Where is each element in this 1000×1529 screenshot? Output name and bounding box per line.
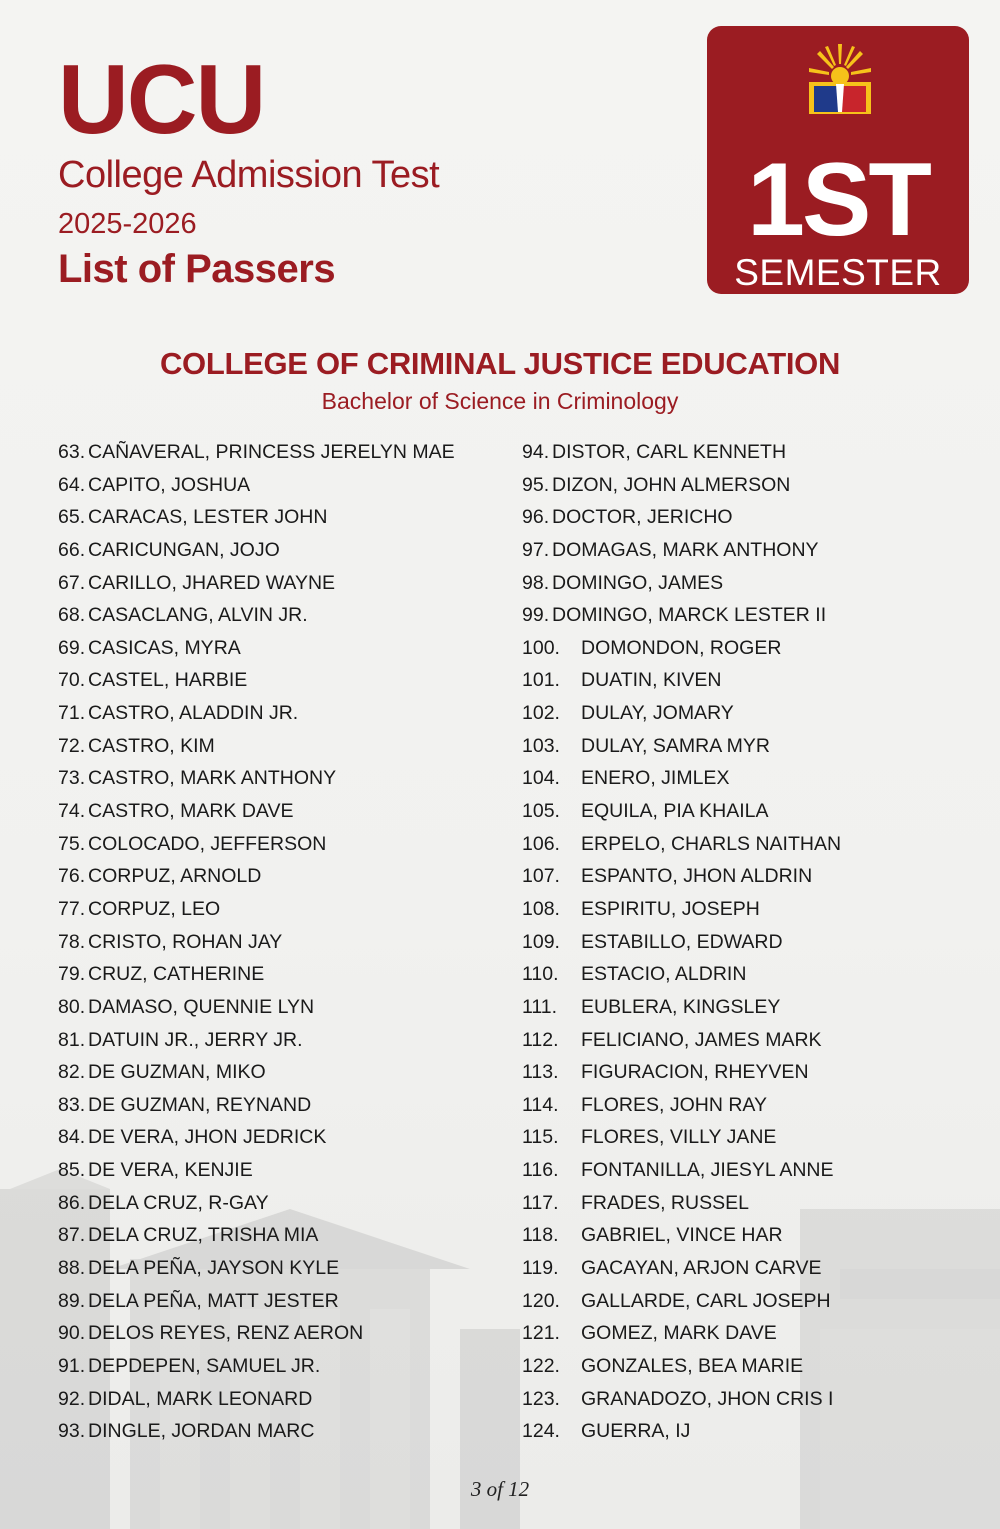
- list-item: [58, 599, 455, 632]
- passer-name: DAMASO, QUENNIE LYN: [88, 995, 315, 1018]
- passer-name: CAÑAVERAL, PRINCESS JERELYN MAE: [88, 441, 455, 463]
- passer-number: 92.: [58, 1387, 86, 1410]
- passer-name: DOCTOR, JERICHO: [552, 506, 733, 529]
- passer-number: 101.: [522, 669, 560, 692]
- passer-name: FIGURACION, RHEYVEN: [581, 1061, 809, 1084]
- semester-label: SEMESTER: [734, 252, 942, 293]
- list-item: [58, 860, 455, 893]
- passer-number: 70.: [58, 669, 86, 692]
- list-item: [522, 926, 841, 959]
- list-item: [58, 958, 455, 991]
- passer-number: 119.: [522, 1257, 559, 1280]
- admission-test-title: College Admission Test: [58, 154, 440, 196]
- passer-number: 65.: [58, 506, 86, 529]
- list-item: [522, 828, 841, 861]
- passer-number: 90.: [58, 1322, 86, 1345]
- passer-number: 78.: [58, 930, 86, 953]
- passer-number: 109.: [522, 930, 560, 953]
- page-number: 3 of 12: [470, 1477, 530, 1501]
- passer-name: ESPANTO, JHON ALDRIN: [581, 865, 813, 888]
- passer-number: 122.: [522, 1354, 560, 1377]
- passer-number: 89.: [58, 1289, 86, 1312]
- passer-number: 84.: [58, 1126, 86, 1149]
- list-item: [522, 697, 841, 730]
- passer-number: 97.: [522, 538, 550, 561]
- passer-name: CARILLO, JHARED WAYNE: [88, 571, 336, 594]
- list-item: [522, 1154, 841, 1187]
- passer-number: 72.: [58, 734, 86, 757]
- list-item: [522, 469, 841, 502]
- passer-name: GONZALES, BEA MARIE: [581, 1354, 804, 1377]
- list-item: [522, 860, 841, 893]
- list-item: [58, 1024, 455, 1057]
- passer-number: 113.: [522, 1061, 559, 1084]
- passers-list-right: [522, 436, 841, 1448]
- passer-number: 117.: [522, 1191, 559, 1214]
- passer-number: 103.: [522, 734, 560, 757]
- semester-number: 1ST: [747, 142, 929, 258]
- passer-name: DOMONDON, ROGER: [581, 636, 782, 659]
- list-item: [58, 1252, 455, 1285]
- passer-number: 82.: [58, 1061, 86, 1084]
- header: [58, 44, 440, 291]
- passer-name: FRADES, RUSSEL: [581, 1191, 749, 1214]
- passer-name: DE VERA, JHON JEDRICK: [88, 1126, 327, 1149]
- passer-name: CORPUZ, LEO: [88, 897, 221, 920]
- list-item: [522, 991, 841, 1024]
- passer-name: CASTRO, KIM: [88, 734, 215, 757]
- passer-number: 115.: [522, 1126, 559, 1149]
- list-item: [58, 697, 455, 730]
- passer-number: 87.: [58, 1224, 86, 1247]
- passer-number: 85.: [58, 1159, 86, 1182]
- list-item: [522, 893, 841, 926]
- passer-name: CASICAS, MYRA: [88, 636, 241, 659]
- passer-name: DULAY, SAMRA MYR: [581, 734, 770, 757]
- passer-name: GALLARDE, CARL JOSEPH: [581, 1289, 831, 1312]
- list-item: [522, 795, 841, 828]
- passer-name: CASTRO, ALADDIN JR.: [88, 702, 299, 725]
- semester-badge: [707, 26, 969, 294]
- list-item: [58, 1383, 455, 1416]
- passer-name: CASACLANG, ALVIN JR.: [88, 604, 308, 627]
- list-item: [58, 1154, 455, 1187]
- passer-name: DUATIN, KIVEN: [581, 669, 722, 692]
- passer-number: 120.: [522, 1289, 560, 1312]
- passer-name: CARICUNGAN, JOJO: [88, 538, 280, 561]
- list-item: [58, 469, 455, 502]
- passer-number: 111.: [522, 995, 558, 1018]
- passer-name: DIZON, JOHN ALMERSON: [552, 473, 791, 496]
- passer-number: 124.: [522, 1420, 560, 1443]
- list-item: [58, 730, 455, 763]
- passer-name: DELA PEÑA, MATT JESTER: [88, 1289, 339, 1312]
- passer-number: 71.: [58, 702, 86, 725]
- passers-list-left: [58, 436, 455, 1448]
- passer-number: 79.: [58, 963, 86, 986]
- passer-name: CARACAS, LESTER JOHN: [88, 506, 328, 529]
- list-item: [522, 1383, 841, 1416]
- passer-number: 86.: [58, 1191, 86, 1214]
- list-item: [58, 632, 455, 665]
- passer-name: ERPELO, CHARLS NAITHAN: [581, 832, 842, 855]
- passer-name: DELOS REYES, RENZ AERON: [88, 1322, 364, 1345]
- passer-name: CRISTO, ROHAN JAY: [88, 930, 283, 953]
- school-year: 2025-2026: [58, 207, 197, 240]
- college-name: COLLEGE OF CRIMINAL JUSTICE EDUCATION: [159, 346, 841, 381]
- passer-number: 112.: [522, 1028, 559, 1051]
- passer-name: DATUIN JR., JERRY JR.: [88, 1028, 303, 1051]
- passer-number: 94.: [522, 441, 550, 463]
- list-item: [58, 1089, 455, 1122]
- passer-name: CASTRO, MARK ANTHONY: [88, 767, 337, 790]
- list-item: [58, 436, 455, 469]
- passer-number: 108.: [522, 897, 560, 920]
- passer-name: DE GUZMAN, MIKO: [88, 1061, 266, 1084]
- passer-name: ENERO, JIMLEX: [581, 767, 730, 790]
- passer-number: 98.: [522, 571, 550, 594]
- passer-number: 104.: [522, 767, 560, 790]
- list-item: [522, 1252, 841, 1285]
- passer-number: 63.: [58, 441, 86, 463]
- passer-number: 105.: [522, 800, 560, 823]
- list-item: [58, 1317, 455, 1350]
- passer-name: CAPITO, JOSHUA: [88, 473, 251, 496]
- passer-name: DOMINGO, MARCK LESTER II: [552, 604, 827, 627]
- passer-name: FONTANILLA, JIESYL ANNE: [581, 1159, 834, 1182]
- passer-number: 64.: [58, 473, 86, 496]
- list-item: [58, 534, 455, 567]
- list-item: [522, 730, 841, 763]
- list-item: [522, 599, 841, 632]
- passer-number: 110.: [522, 963, 559, 986]
- passer-name: EUBLERA, KINGSLEY: [581, 995, 781, 1018]
- passer-name: DOMINGO, JAMES: [552, 571, 724, 594]
- passer-number: 67.: [58, 571, 86, 594]
- passer-name: DELA PEÑA, JAYSON KYLE: [88, 1257, 340, 1280]
- list-item: [58, 828, 455, 861]
- passer-name: DEPDEPEN, SAMUEL JR.: [88, 1354, 321, 1377]
- list-item: [522, 436, 841, 469]
- passer-number: 99.: [522, 604, 550, 627]
- list-item: [522, 1350, 841, 1383]
- passer-name: DINGLE, JORDAN MARC: [88, 1420, 315, 1443]
- list-item: [522, 1056, 841, 1089]
- passer-name: EQUILA, PIA KHAILA: [581, 800, 769, 823]
- list-item: [58, 1121, 455, 1154]
- passer-number: 73.: [58, 767, 86, 790]
- list-item: [522, 664, 841, 697]
- passer-name: CRUZ, CATHERINE: [88, 963, 265, 986]
- passer-name: GRANADOZO, JHON CRIS I: [581, 1387, 834, 1410]
- passer-name: ESTACIO, ALDRIN: [581, 963, 747, 986]
- passer-name: ESTABILLO, EDWARD: [581, 930, 783, 953]
- passer-number: 107.: [522, 865, 560, 888]
- passer-number: 114.: [522, 1093, 559, 1116]
- passer-name: FLORES, VILLY JANE: [581, 1126, 777, 1149]
- list-item: [58, 1219, 455, 1252]
- passer-number: 116.: [522, 1159, 559, 1182]
- list-item: [58, 762, 455, 795]
- passer-name: CORPUZ, ARNOLD: [88, 865, 262, 888]
- list-item: [522, 534, 841, 567]
- passer-number: 75.: [58, 832, 86, 855]
- list-item: [58, 664, 455, 697]
- list-item: [58, 501, 455, 534]
- passer-name: DISTOR, CARL KENNETH: [552, 441, 787, 463]
- passer-number: 91.: [58, 1354, 86, 1377]
- list-item: [522, 1317, 841, 1350]
- passer-name: GACAYAN, ARJON CARVE: [581, 1257, 822, 1280]
- list-item: [58, 893, 455, 926]
- list-item: [522, 1219, 841, 1252]
- passer-name: DELA CRUZ, R-GAY: [88, 1191, 269, 1214]
- passer-name: DIDAL, MARK LEONARD: [88, 1387, 313, 1410]
- passer-number: 93.: [58, 1420, 86, 1443]
- passer-name: COLOCADO, JEFFERSON: [88, 832, 327, 855]
- passer-number: 69.: [58, 636, 86, 659]
- passer-number: 81.: [58, 1028, 86, 1051]
- passer-name: DELA CRUZ, TRISHA MIA: [88, 1224, 319, 1247]
- passer-number: 66.: [58, 538, 86, 561]
- list-item: [58, 1285, 455, 1318]
- passer-number: 80.: [58, 995, 86, 1018]
- list-item: [522, 762, 841, 795]
- ucu-title: UCU: [58, 44, 265, 154]
- list-item: [58, 567, 455, 600]
- passer-number: 83.: [58, 1093, 86, 1116]
- passer-number: 96.: [522, 506, 550, 529]
- list-item: [58, 1056, 455, 1089]
- passer-name: CASTEL, HARBIE: [88, 669, 248, 692]
- passer-number: 88.: [58, 1257, 86, 1280]
- passer-name: DE GUZMAN, REYNAND: [88, 1093, 312, 1116]
- ucu-emblem-icon: [805, 42, 875, 116]
- list-item: [522, 1187, 841, 1220]
- list-item: [522, 1285, 841, 1318]
- passer-number: 100.: [522, 636, 560, 659]
- passer-number: 68.: [58, 604, 86, 627]
- passer-number: 121.: [522, 1322, 560, 1345]
- passer-name: CASTRO, MARK DAVE: [88, 800, 294, 823]
- list-item: [58, 1415, 455, 1448]
- list-item: [522, 632, 841, 665]
- list-item: [522, 958, 841, 991]
- list-item: [522, 567, 841, 600]
- list-item: [522, 501, 841, 534]
- list-item: [522, 1024, 841, 1057]
- list-item: [522, 1121, 841, 1154]
- passer-name: FLORES, JOHN RAY: [581, 1093, 768, 1116]
- passer-name: ESPIRITU, JOSEPH: [581, 897, 760, 920]
- passer-name: FELICIANO, JAMES MARK: [581, 1028, 822, 1051]
- passer-name: DULAY, JOMARY: [581, 702, 734, 725]
- passer-name: DE VERA, KENJIE: [88, 1159, 253, 1182]
- passer-number: 123.: [522, 1387, 560, 1410]
- passer-name: GUERRA, IJ: [581, 1420, 691, 1443]
- list-item: [58, 795, 455, 828]
- passer-name: GOMEZ, MARK DAVE: [581, 1322, 777, 1345]
- passer-number: 106.: [522, 832, 560, 855]
- passer-number: 74.: [58, 800, 86, 823]
- program-name: Bachelor of Science in Criminology: [321, 388, 679, 414]
- list-item: [522, 1415, 841, 1448]
- passer-name: DOMAGAS, MARK ANTHONY: [552, 538, 819, 561]
- passer-number: 102.: [522, 702, 560, 725]
- list-item: [522, 1089, 841, 1122]
- list-item: [58, 991, 455, 1024]
- list-of-passers-title: List of Passers: [58, 246, 336, 291]
- passer-number: 118.: [522, 1224, 559, 1247]
- passer-number: 76.: [58, 865, 86, 888]
- list-item: [58, 926, 455, 959]
- passer-number: 77.: [58, 897, 86, 920]
- passer-number: 95.: [522, 473, 550, 496]
- list-item: [58, 1187, 455, 1220]
- list-item: [58, 1350, 455, 1383]
- passer-name: GABRIEL, VINCE HAR: [581, 1224, 783, 1247]
